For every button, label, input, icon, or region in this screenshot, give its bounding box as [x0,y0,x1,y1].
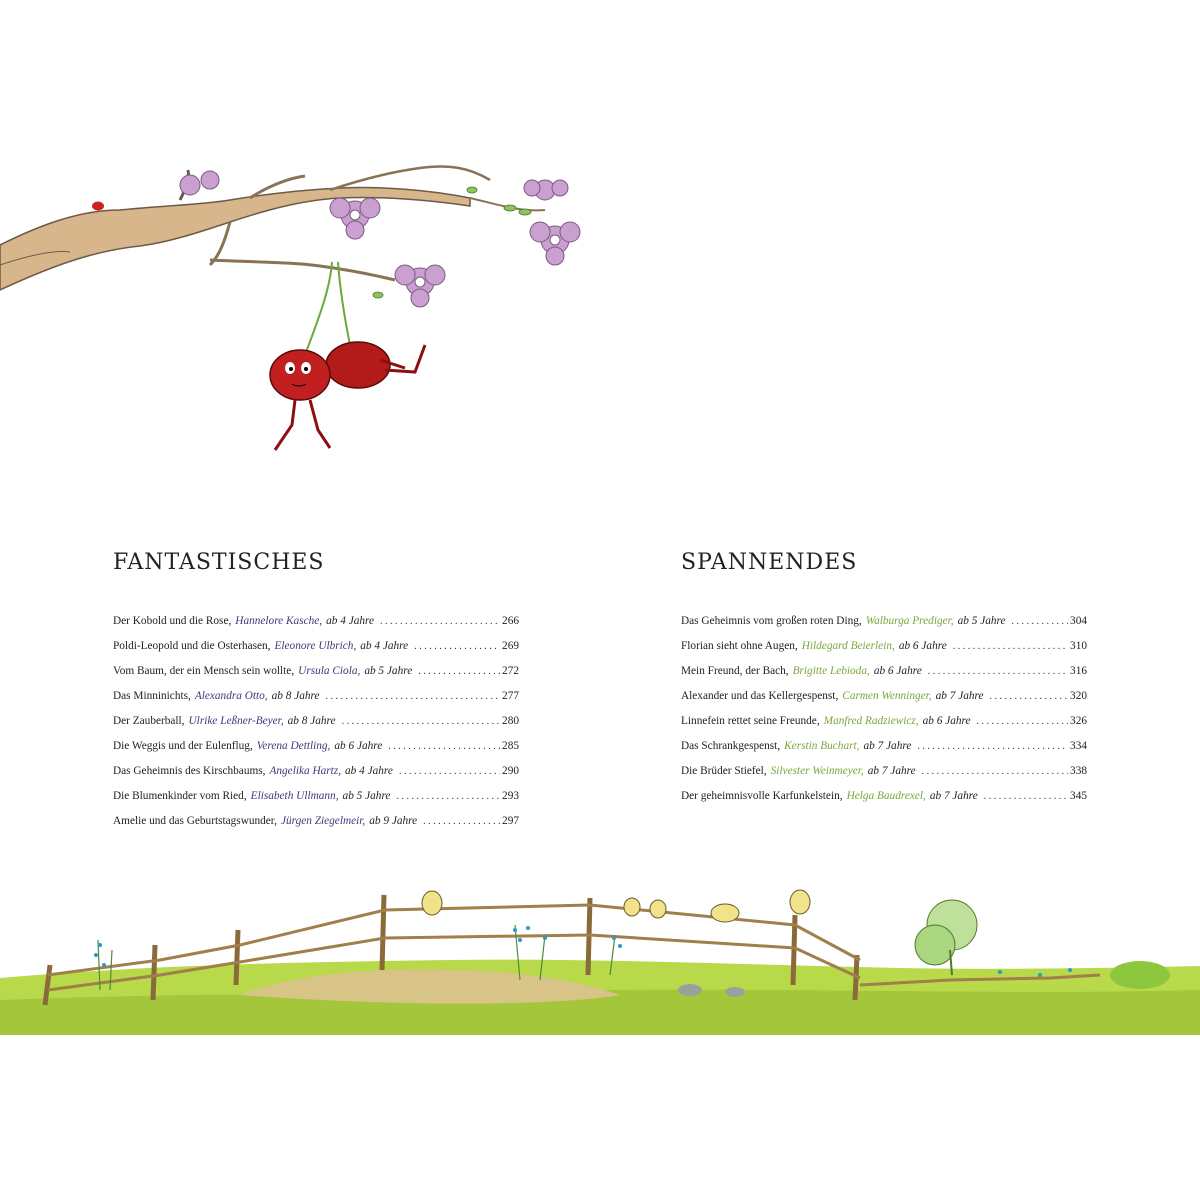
toc-entry[interactable] [681,789,1087,814]
toc-entry-leader [928,665,1068,679]
toc-entry-title: Die Blumenkinder vom Ried, [113,790,247,802]
toc-entry[interactable] [113,814,519,839]
toc-entry-age: ab 7 Jahre [935,690,984,702]
toc-entry-age: ab 4 Jahre [360,640,409,652]
toc-entry-title: Amelie und das Geburtstagswunder, [113,815,277,827]
toc-entry-page: 334 [1070,740,1087,752]
toc-entry-title: Das Schrankgespenst, [681,740,781,752]
trees [915,900,977,975]
section-spannendes [681,548,1101,814]
toc-entry-title: Poldi-Leopold und die Osterhasen, [113,640,271,652]
toc-entry-page: 266 [502,615,519,627]
toc-entry-title: Der Kobold und die Rose, [113,615,232,627]
toc-entry-page: 293 [502,790,519,802]
toc-entry[interactable] [681,614,1087,639]
toc-entry-page: 285 [502,740,519,752]
toc-entry-age: ab 8 Jahre [287,715,336,727]
toc-entry-author: Helga Baudrexel, [846,790,926,802]
toc-entry-page: 297 [502,815,519,827]
toc-entry-title: Die Weggis und der Eulenflug, [113,740,253,752]
section-heading: FANTASTISCHES [113,550,325,575]
toc-entry-title: Das Geheimnis vom großen roten Ding, [681,615,862,627]
toc-entry-age: ab 6 Jahre [873,665,922,677]
toc-entry[interactable] [113,764,519,789]
toc-entry-age: ab 4 Jahre [326,615,375,627]
toc-entry[interactable] [681,739,1087,764]
toc-entry-page: 277 [502,690,519,702]
toc-entry[interactable] [681,664,1087,689]
toc-entry-page: 304 [1070,615,1087,627]
grass-strip [0,960,1200,1035]
toc-entry-title: Alexander und das Kellergespenst, [681,690,839,702]
toc-entry-page: 272 [502,665,519,677]
toc-entry[interactable] [113,664,519,689]
ladybug-icon [92,202,104,211]
section-heading: SPANNENDES [681,550,858,575]
toc-entry-title: Das Minninichts, [113,690,191,702]
toc-entry-author: Angelika Hartz, [269,765,342,777]
toc-entry-age: ab 9 Jahre [369,815,418,827]
toc-entry-page: 320 [1070,690,1087,702]
toc-entry-author: Verena Dettling, [256,740,331,752]
toc-entry-leader [399,765,500,779]
toc-entry-leader [342,715,500,729]
toc-entry-leader [977,715,1069,729]
toc-entry[interactable] [113,739,519,764]
toc-entry-author: Ulrike Leßner-Beyer, [188,715,284,727]
toc-entry-leader [423,815,500,829]
toc-entry-age: ab 6 Jahre [922,715,971,727]
toc-entry-page: 338 [1070,765,1087,777]
toc-entry-page: 290 [502,765,519,777]
toc-entry-leader [917,740,1068,754]
toc-entry-leader [396,790,500,804]
toc-entry-author: Carmen Wenninger, [842,690,932,702]
toc-entry-age: ab 7 Jahre [863,740,912,752]
toc-entry-author: Silvester Weinmeyer, [770,765,864,777]
toc-entry-author: Hildegard Beierlein, [801,640,895,652]
toc-entry-author: Hannelore Kasche, [235,615,323,627]
toc-entry-leader [984,790,1068,804]
toc-entry-leader [953,640,1068,654]
toc-entry[interactable] [681,764,1087,789]
toc-entry-title: Die Brüder Stiefel, [681,765,767,777]
toc-entry-page: 269 [502,640,519,652]
toc-entry-leader [990,690,1069,704]
toc-entry-author: Manfred Radziewicz, [823,715,919,727]
toc-entry-author: Alexandra Otto, [194,690,268,702]
cherry-branch-illustration [0,0,600,470]
toc-entry-page: 345 [1070,790,1087,802]
toc-entry[interactable] [113,789,519,814]
toc-entry[interactable] [681,689,1087,714]
toc-entry-title: Vom Baum, der ein Mensch sein wollte, [113,665,295,677]
toc-entry-age: ab 5 Jahre [957,615,1006,627]
toc-entry-page: 326 [1070,715,1087,727]
toc-entry-title: Der Zauberball, [113,715,185,727]
toc-entry-title: Florian sieht ohne Augen, [681,640,798,652]
toc-entry-age: ab 4 Jahre [345,765,393,777]
toc-entry-author: Jürgen Ziegelmeir, [280,815,366,827]
toc-entry-age: ab 6 Jahre [898,640,947,652]
toc-entry-leader [326,690,501,704]
toc-entry[interactable] [113,689,519,714]
toc-entry-age: ab 7 Jahre [929,790,978,802]
toc-list [681,614,1087,814]
toc-entry-author: Ursula Ciola, [298,665,361,677]
toc-entry-page: 310 [1070,640,1087,652]
toc-entry-leader [922,765,1068,779]
toc-entry-age: ab 5 Jahre [342,790,391,802]
toc-entry[interactable] [113,639,519,664]
toc-entry[interactable] [681,714,1087,739]
toc-entry-title: Das Geheimnis des Kirschbaums, [113,765,266,777]
toc-entry-author: Kerstin Buchart, [784,740,860,752]
toc-entry-author: Eleonore Ulbrich, [274,640,357,652]
toc-entry-title: Der geheimnisvolle Karfunkelstein, [681,790,843,802]
toc-entry-leader [1012,615,1069,629]
toc-entry-leader [380,615,500,629]
toc-entry[interactable] [113,614,519,639]
toc-entry-author: Elisabeth Ullmann, [250,790,339,802]
toc-entry-leader [418,665,500,679]
toc-entry-author: Brigitte Lebioda, [792,665,870,677]
toc-entry-author: Walburga Prediger, [865,615,954,627]
toc-entry-age: ab 5 Jahre [364,665,413,677]
toc-entry-page: 280 [502,715,519,727]
toc-entry-title: Mein Freund, der Bach, [681,665,789,677]
toc-list [113,614,519,839]
toc-entry-age: ab 6 Jahre [334,740,383,752]
toc-entry-title: Linnefein rettet seine Freunde, [681,715,820,727]
toc-entry-leader [388,740,500,754]
toc-entry-page: 316 [1070,665,1087,677]
toc-entry-leader [414,640,500,654]
toc-entry-age: ab 8 Jahre [271,690,320,702]
toc-entry-age: ab 7 Jahre [867,765,916,777]
toc-entry[interactable] [681,639,1087,664]
toc-entry[interactable] [113,714,519,739]
section-fantastisches [113,548,533,839]
cherries [270,342,425,450]
